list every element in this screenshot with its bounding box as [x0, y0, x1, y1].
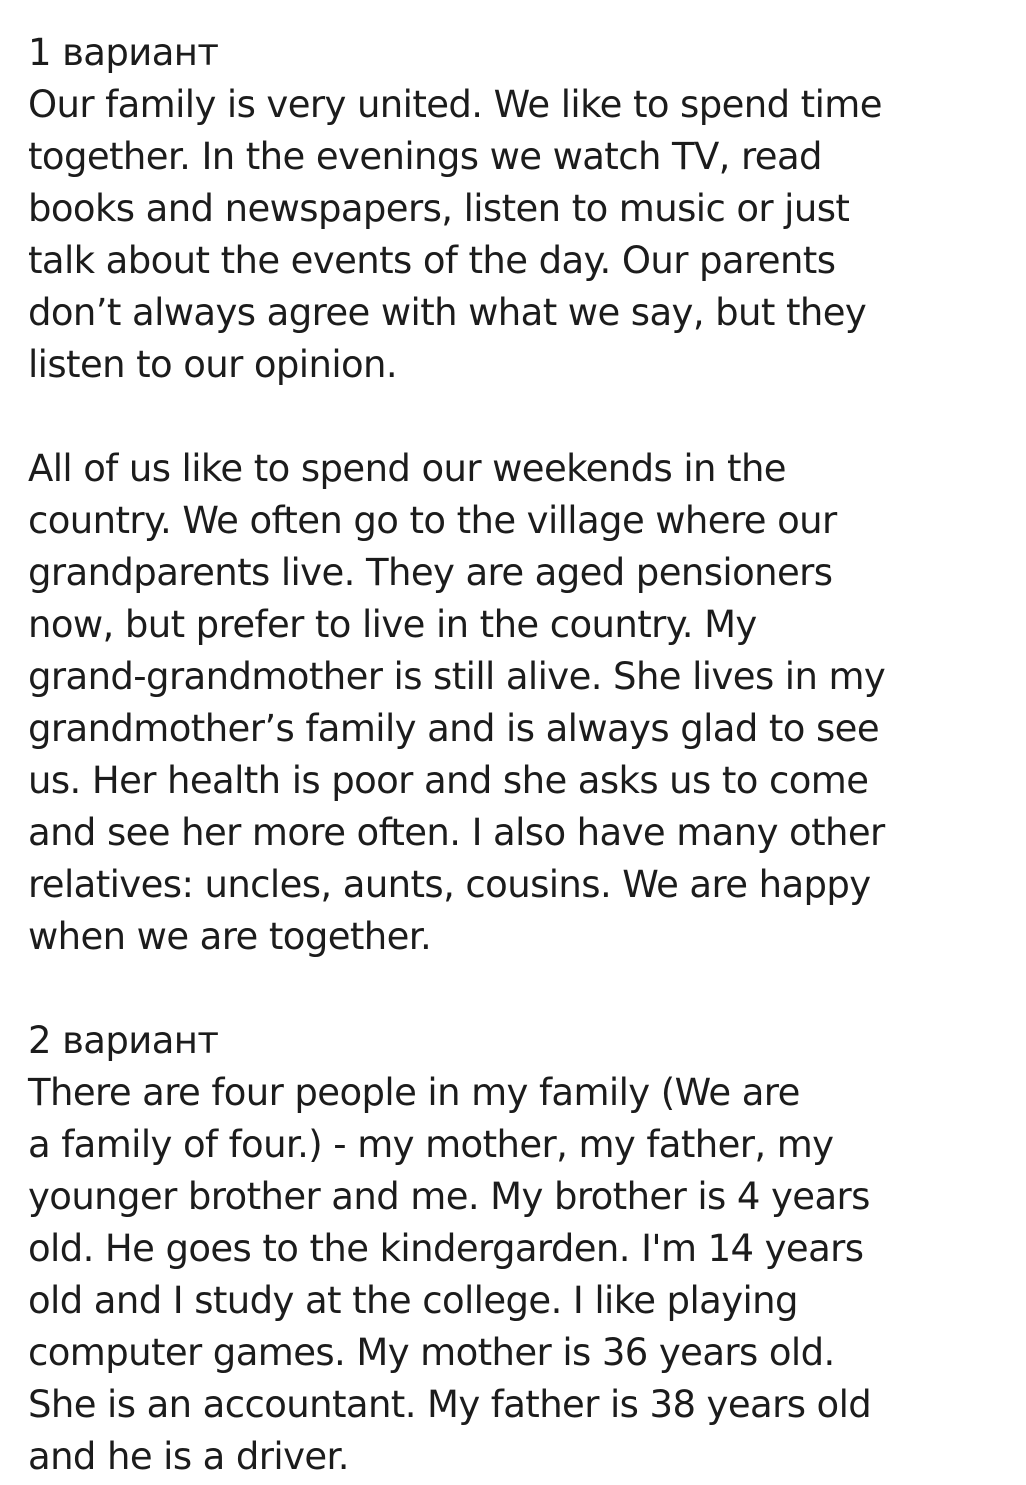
variant-2-section: [28, 1015, 1018, 1483]
text-line: together. In the evenings we watch TV, read: [28, 135, 822, 178]
text-line: now, but prefer to live in the country. My: [28, 603, 757, 646]
variant-2-heading: 2 вариант: [28, 1019, 219, 1062]
text-line: talk about the events of the day. Our parents: [28, 239, 836, 282]
text-line: old and I study at the college. I like playing: [28, 1279, 798, 1322]
text-line: us. Her health is poor and she asks us to come: [28, 759, 869, 802]
text-line: a family of four.) - my mother, my father, my: [28, 1123, 834, 1166]
text-line: listen to our opinion.: [28, 343, 398, 386]
paragraph-gap: [28, 391, 1018, 443]
text-line: country. We often go to the village where our: [28, 499, 837, 542]
text-line: relatives: uncles, aunts, cousins. We are happy: [28, 863, 871, 906]
text-line: grandmother’s family and is always glad to see: [28, 707, 879, 750]
variant-1-paragraph-1: [28, 79, 1018, 391]
text-line: There are four people in my family (We are: [28, 1071, 800, 1114]
text-line: All of us like to spend our weekends in the: [28, 447, 786, 490]
text-line: younger brother and me. My brother is 4 years: [28, 1175, 870, 1218]
text-line: when we are together.: [28, 915, 432, 958]
text-line: books and newspapers, listen to music or just: [28, 187, 850, 230]
text-line: She is an accountant. My father is 38 years old: [28, 1383, 872, 1426]
document-page: [28, 27, 1018, 1483]
variant-1-section: [28, 27, 1018, 963]
text-line: Our family is very united. We like to spend time: [28, 83, 882, 126]
text-line: don’t always agree with what we say, but they: [28, 291, 867, 334]
section-gap: [28, 963, 1018, 1015]
text-line: grand-grandmother is still alive. She lives in my: [28, 655, 886, 698]
text-line: grandparents live. They are aged pensioners: [28, 551, 833, 594]
text-line: and see her more often. I also have many other: [28, 811, 885, 854]
variant-2-paragraph-1: [28, 1067, 1018, 1483]
text-line: and he is a driver.: [28, 1435, 349, 1478]
variant-1-heading: 1 вариант: [28, 31, 219, 74]
text-line: old. He goes to the kindergarden. I'm 14 years: [28, 1227, 864, 1270]
text-line: computer games. My mother is 36 years old.: [28, 1331, 835, 1374]
variant-1-paragraph-2: [28, 443, 1018, 963]
